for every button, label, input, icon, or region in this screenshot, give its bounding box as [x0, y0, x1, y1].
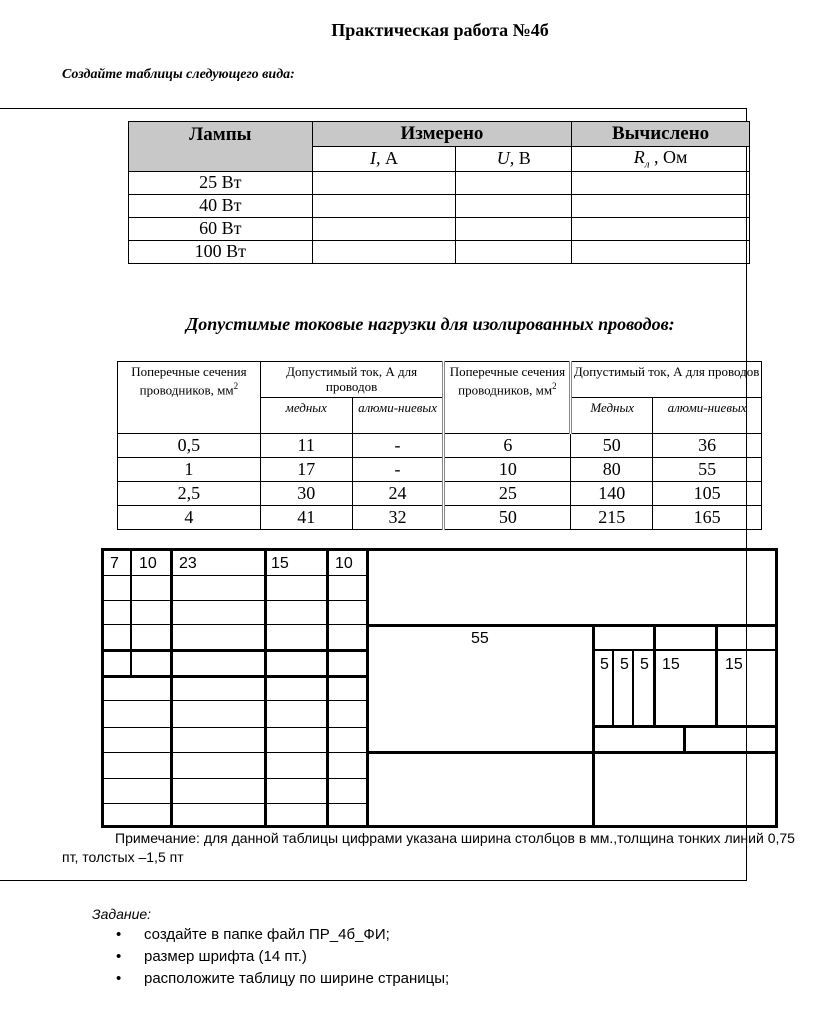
- table-row: 0,5 11 - 6 50 36: [118, 434, 762, 458]
- width-label: 23: [179, 555, 197, 572]
- width-label: 5: [600, 656, 609, 673]
- width-label: 15: [725, 656, 743, 673]
- subheader-resistance: $R_л$ , Ом: [572, 147, 750, 172]
- width-label: 5: [640, 656, 649, 673]
- header-aluminium: алюми-ниевых: [653, 398, 762, 434]
- current-load-table: [117, 361, 762, 530]
- note-text: Примечание: для данной таблицы цифрами указана ширина столбцов в мм.,толщина тонких линий 0,75: [115, 830, 795, 846]
- header-lamps: Лампы: [129, 122, 313, 172]
- width-label: 55: [471, 630, 489, 647]
- width-label: 10: [139, 555, 157, 572]
- header-current: Допустимый ток, А для проводов: [260, 362, 444, 398]
- width-label: 5: [620, 656, 629, 673]
- width-label: 15: [662, 656, 680, 673]
- table-row: 2,5 30 24 25 140 105: [118, 482, 762, 506]
- table-row: 25 Вт: [129, 171, 750, 194]
- width-label: 7: [110, 555, 119, 572]
- page-subtitle: Создайте таблицы следующего вида:: [62, 67, 295, 82]
- header-measured: Измерено: [312, 122, 572, 147]
- table-row: 60 Вт: [129, 217, 750, 240]
- table-row: 100 Вт: [129, 240, 750, 263]
- header-cross-section: Поперечные сечения проводников, $мм^2$: [444, 362, 571, 434]
- list-item: • размер шрифта (14 пт.): [112, 946, 449, 968]
- table-row: 1 17 - 10 80 55: [118, 458, 762, 482]
- section-heading: Допустимые токовые нагрузки для изолированных проводов:: [186, 314, 675, 334]
- page-title: Практическая работа №4б: [331, 20, 549, 40]
- list-item: • расположите таблицу по ширине страницы;: [112, 968, 449, 990]
- lamps-table: [128, 121, 750, 264]
- table-row: 4 41 32 50 215 165: [118, 506, 762, 530]
- header-cross-section: Поперечные сечения проводников, $мм^2$: [118, 362, 261, 434]
- bullet-icon: •: [116, 970, 122, 987]
- table-row: 40 Вт: [129, 194, 750, 217]
- width-label: 15: [271, 555, 289, 572]
- bullet-icon: •: [116, 926, 122, 943]
- subheader-voltage: U, В: [456, 147, 572, 172]
- task-list: [112, 924, 449, 990]
- header-current: Допустимый ток, А для проводов: [571, 362, 762, 398]
- subheader-current: I, А: [312, 147, 456, 172]
- bullet-icon: •: [116, 948, 122, 965]
- list-item: • создайте в папке файл ПР_4б_ФИ;: [112, 924, 449, 946]
- header-copper: медных: [260, 398, 352, 434]
- note-text-continued: пт, толстых –1,5 пт: [62, 849, 184, 865]
- header-copper: Медных: [571, 398, 653, 434]
- header-aluminium: алюми-ниевых: [352, 398, 444, 434]
- task-label: Задание:: [92, 906, 152, 922]
- header-calculated: Вычислено: [572, 122, 750, 147]
- width-label: 10: [335, 555, 353, 572]
